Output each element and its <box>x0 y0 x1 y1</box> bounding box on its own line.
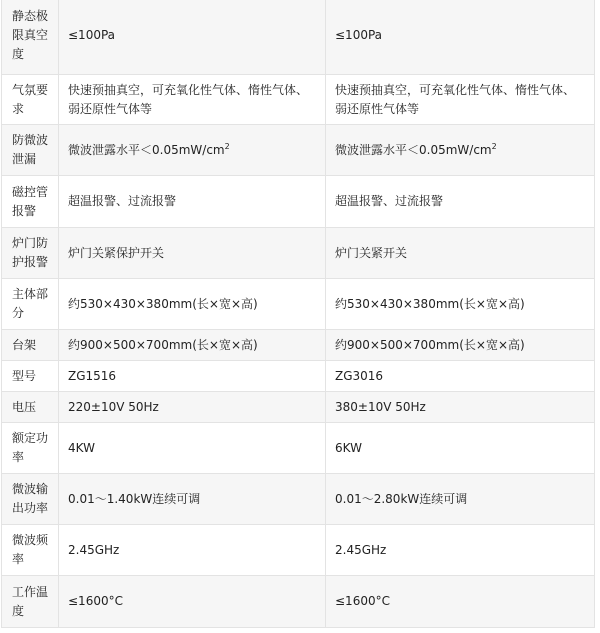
zg3016-value: 约900×500×700mm(长×宽×高) <box>326 330 595 361</box>
zg3016-value: 炉门关紧开关 <box>326 228 595 279</box>
zg1516-value: 约530×430×380mm(长×宽×高) <box>59 279 326 330</box>
zg3016-value: 0.01～2.80kW连续可调 <box>326 474 595 525</box>
zg1516-value: 快速预抽真空，可充氧化性气体、惰性气体、弱还原性气体等 <box>59 75 326 125</box>
table-row <box>2 423 595 474</box>
row-label: 型号 <box>2 361 59 392</box>
zg3016-value: ZG3016 <box>326 361 595 392</box>
zg1516-value-text: 微波泄露水平＜0.05mW/cm <box>68 142 225 157</box>
row-label: 静态极限真空度 <box>2 0 59 75</box>
row-label: 额定功率 <box>2 423 59 474</box>
zg3016-value: 6KW <box>326 423 595 474</box>
table-row <box>2 0 595 75</box>
zg1516-value: ≤1600°C <box>59 576 326 628</box>
zg1516-value: 220±10V 50Hz <box>59 392 326 423</box>
zg1516-value: 4KW <box>59 423 326 474</box>
table-row <box>2 576 595 628</box>
zg3016-value: 2.45GHz <box>326 525 595 576</box>
zg3016-value-text: 微波泄露水平＜0.05mW/cm <box>335 142 492 157</box>
zg3016-value <box>326 125 595 176</box>
table-row <box>2 228 595 279</box>
zg3016-value: 380±10V 50Hz <box>326 392 595 423</box>
row-label: 微波频率 <box>2 525 59 576</box>
table-row <box>2 279 595 330</box>
table-row <box>2 176 595 228</box>
zg1516-value: 炉门关紧保护开关 <box>59 228 326 279</box>
table-row <box>2 125 595 176</box>
zg3016-value: ≤100Pa <box>326 0 595 75</box>
zg1516-value: 约900×500×700mm(长×宽×高) <box>59 330 326 361</box>
table-row <box>2 525 595 576</box>
row-label: 磁控管报警 <box>2 176 59 228</box>
zg1516-value: 超温报警、过流报警 <box>59 176 326 228</box>
zg1516-value: 2.45GHz <box>59 525 326 576</box>
zg3016-value: ≤1600°C <box>326 576 595 628</box>
superscript: 2 <box>224 141 230 151</box>
zg1516-value <box>59 125 326 176</box>
zg3016-value: 约530×430×380mm(长×宽×高) <box>326 279 595 330</box>
table-row <box>2 361 595 392</box>
zg3016-value: 快速预抽真空，可充氧化性气体、惰性气体、弱还原性气体等 <box>326 75 595 125</box>
zg1516-value: ZG1516 <box>59 361 326 392</box>
row-label: 微波输出功率 <box>2 474 59 525</box>
zg1516-value: ≤100Pa <box>59 0 326 75</box>
table-row <box>2 75 595 125</box>
row-label: 工作温度 <box>2 576 59 628</box>
row-label: 气氛要求 <box>2 75 59 125</box>
superscript: 2 <box>491 141 497 151</box>
zg1516-value: 0.01～1.40kW连续可调 <box>59 474 326 525</box>
table-row <box>2 330 595 361</box>
row-label: 电压 <box>2 392 59 423</box>
row-label: 炉门防护报警 <box>2 228 59 279</box>
row-label: 主体部分 <box>2 279 59 330</box>
row-label: 防微波泄漏 <box>2 125 59 176</box>
row-label: 台架 <box>2 330 59 361</box>
zg3016-value: 超温报警、过流报警 <box>326 176 595 228</box>
table-row <box>2 392 595 423</box>
table-row <box>2 474 595 525</box>
spec-table <box>1 0 595 628</box>
